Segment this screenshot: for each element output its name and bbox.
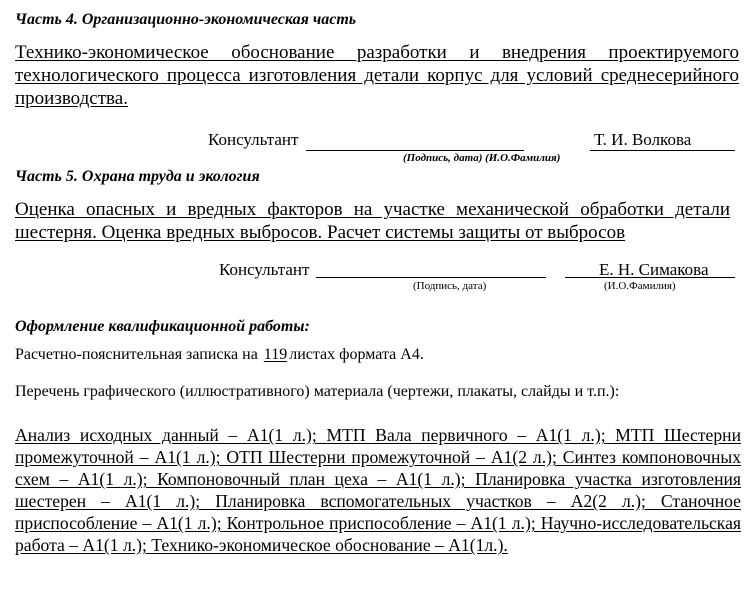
part5-consultant-label: Консультант <box>219 260 310 279</box>
part5-name-caption: (И.О.Фамилия) <box>604 280 676 292</box>
note-suffix: листах формата А4. <box>289 346 424 363</box>
graphic-intro: Перечень графического (иллюстративного) материала (чертежи, плакаты, слайды и т.п.): <box>15 383 620 400</box>
part4-heading: Часть 4. Организационно-экономическая часть <box>15 11 357 28</box>
part5-topic: Оценка опасных и вредных факторов на участке механической обработки детали шестерня. Оценка вредных выбросов. Расчет системы защиты от выбросов <box>15 199 730 243</box>
part4-consultant-label: Консультант <box>208 130 299 149</box>
part5-signature-caption: (Подпись, дата) <box>413 280 487 292</box>
part4-signature-line <box>306 150 524 151</box>
part4-topic: Технико-экономическое обоснование разработки и внедрения проектируемого технологического процесса изготовления детали корпус для условий среднесерийного производства. <box>15 42 739 109</box>
part4-signature-caption: (Подпись, дата) (И.О.Фамилия) <box>403 152 561 164</box>
part4-consultant-name: Т. И. Волкова <box>594 130 692 149</box>
graphic-materials-list: Анализ исходных данный – А1(1 л.); МТП Вала первичного – А1(1 л.); МТП Шестерни промежуточной – А1(1 л.); ОТП Шестерни промежуточной – А1(2 л.); Синтез компоновочных схем – А1(1 л.); Компоновочный план цеха – А1(1 л.); Планировка участка изготовления шестерен – А1(1 л.); Планировка вспомогательных участков – А2(2 л.); Станочное приспособление – А1(1 л.); Контрольное приспособление – А1(1 л.); Научно-исследовательская работа – А1(1 л.); Технико-экономическое обоснование – А1(1л.). <box>15 425 741 555</box>
part4-name-line <box>590 150 735 151</box>
part5-name-line <box>565 277 735 278</box>
part5-heading: Часть 5. Охрана труда и экология <box>15 168 260 185</box>
part5-signature-line <box>316 277 546 278</box>
sheet-count: 119 <box>263 346 288 363</box>
note-prefix: Расчетно-пояснительная записка на <box>15 346 258 363</box>
formatting-heading: Оформление квалификационной работы: <box>15 318 310 335</box>
part5-consultant-name: Е. Н. Симакова <box>599 260 709 279</box>
explanatory-note-line <box>15 346 424 364</box>
